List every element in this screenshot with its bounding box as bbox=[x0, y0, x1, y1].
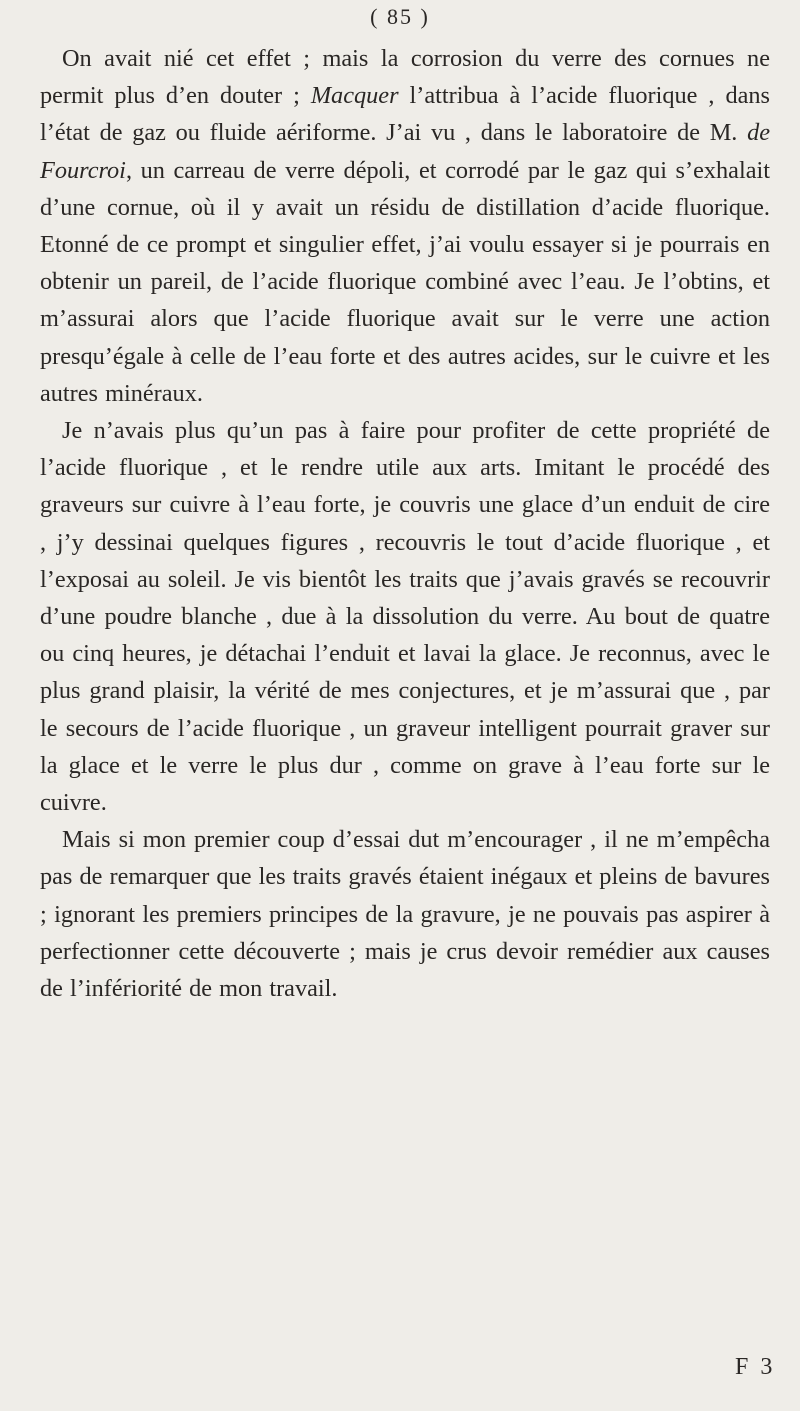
paragraph-1-text: On avait nié cet effet ; mais la corrosion du verre des cornues ne permit plus d’en douter ; bbox=[40, 45, 770, 110]
paragraph-3 bbox=[40, 821, 770, 1007]
paragraph-1-text: l’attribua à l’acide fluorique , dans l’état de gaz ou fluide aériforme. J’ai vu , dans le laboratoire de M. bbox=[40, 82, 770, 147]
author-name-fourcroi: de Fourcroi bbox=[40, 119, 770, 184]
paragraph-1 bbox=[40, 40, 770, 412]
page-number: ( 85 ) bbox=[370, 4, 430, 29]
paragraph-3-text: Mais si mon premier coup d’essai dut m’encourager , il ne m’empêcha pas de remarquer que les traits gravés étaient inégaux et pleins de bavures ; ignorant les premiers principes de la gravure, je ne pouvais pas aspirer à perfectionner cette découverte ; mais je crus devoir remédier aux causes de l’infériorité de mon travail. bbox=[40, 826, 770, 1003]
author-name-macquer: Macquer bbox=[310, 82, 399, 110]
signature-mark: F 3 bbox=[735, 1354, 776, 1380]
paragraph-2-text: Je n’avais plus qu’un pas à faire pour profiter de cette propriété de l’acide fluorique , et le rendre utile aux arts. Imitant le procédé des graveurs sur cuivre à l’eau forte, je couvris une glace d’un enduit de cire , j’y dessinai quelques figures , recouvris le tout d’acide fluorique , et l’exposai au soleil. Je vis bientôt les traits que j’avais gravés se recouvrir d’une poudre blanche , due à la dissolution du verre. Au bout de quatre ou cinq heures, je détachai l’enduit et lavai la glace. Je reconnus, avec le plus grand plaisir, la vérité de mes conjectures, et je m’assurai que , par le secours de l’acide fluorique , un graveur intelligent pourrait graver sur la glace et le verre le plus dur , comme on grave à l’eau forte sur le cuivre. bbox=[40, 417, 770, 817]
paragraph-1-text: , un carreau de verre dépoli, et corrodé par le gaz qui s’exhalait d’une cornue, où il y avait un résidu de distillation d’acide fluorique. Etonné de ce prompt et singulier effet, j’ai voulu essayer si je pourrais en obtenir un pareil, de l’acide fluorique combiné avec l’eau. Je l’obtins, et m’assurai alors que l’acide fluorique avait sur le verre une action presqu’égale à celle de l’eau forte et des autres acides, sur le cuivre et les autres minéraux. bbox=[40, 156, 770, 407]
paragraph-2 bbox=[40, 412, 770, 821]
body-text bbox=[40, 40, 770, 1007]
